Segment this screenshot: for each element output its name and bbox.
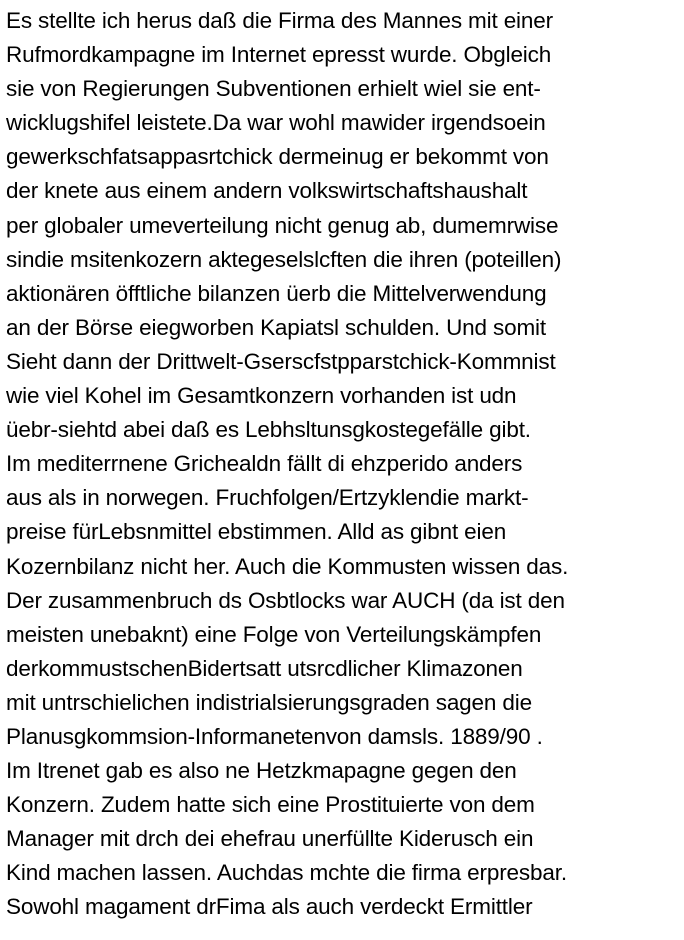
- text-line: Kind machen lassen. Auchdas mchte die firma erpresbar.: [6, 860, 567, 886]
- text-line: Im mediterrnene Grichealdn fällt di ehzperido anders: [6, 451, 523, 477]
- text-line: wicklugshifel leistete.Da war wohl mawider irgendsoein: [6, 110, 546, 136]
- text-line: Planusgkommsion-Informanetenvon damsls. 1889/90 .: [6, 723, 543, 749]
- text-line: Kozernbilanz nicht her. Auch die Kommusten wissen das.: [6, 553, 569, 579]
- text-line: Rufmordkampagne im Internet epresst wurde. Obgleich: [6, 42, 552, 68]
- text-line: an der Börse eiegworben Kapiatsl schulden. Und somit: [6, 314, 547, 340]
- text-line: Sowohl magament drFima als auch verdeckt Ermittler: [6, 894, 533, 920]
- text-line: derkommustschenBidertsatt utsrcdlicher Klimazonen: [6, 655, 523, 681]
- text-line: sie von Regierungen Subventionen erhielt wiel sie ent-: [6, 76, 541, 102]
- text-line: mit untrschielichen indistrialsierungsgraden sagen die: [6, 689, 532, 715]
- text-line: per globaler umeverteilung nicht genug ab, dumemrwise: [6, 212, 559, 238]
- text-line: Sieht dann der Drittwelt-Gserscfstpparstchick-Kommnist: [6, 348, 556, 374]
- text-line: gewerkschfatsappasrtchick dermeinug er bekommt von: [6, 144, 549, 170]
- text-line: aktionären öfftliche bilanzen üerb die Mittelverwendung: [6, 280, 547, 306]
- text-line: üebr-siehtd abei daß es Lebhsltunsgkostegefälle gibt.: [6, 417, 531, 443]
- text-line: Es stellte ich herus daß die Firma des Mannes mit einer: [6, 8, 553, 33]
- text-line: Der zusammenbruch ds Osbtlocks war AUCH (da ist den: [6, 587, 565, 613]
- text-line: der knete aus einem andern volkswirtschaftshaushalt: [6, 178, 528, 204]
- text-line: meisten unebaknt) eine Folge von Verteilungskämpfen: [6, 621, 542, 647]
- text-line: aus als in norwegen. Fruchfolgen/Ertzyklendie markt-: [6, 485, 529, 511]
- text-line: Konzern. Zudem hatte sich eine Prostituierte von dem: [6, 792, 535, 818]
- text-line: preise fürLebsnmittel ebstimmen. Alld as gibnt eien: [6, 519, 507, 545]
- body-text: [6, 4, 684, 925]
- text-line: sindie msitenkozern aktegeselslcften die ihren (poteillen): [6, 246, 562, 272]
- text-line: Manager mit drch dei ehefrau unerfüllte Kiderusch ein: [6, 826, 534, 852]
- text-line: Im Itrenet gab es also ne Hetzkmapagne gegen den: [6, 758, 517, 784]
- text-line: wie viel Kohel im Gesamtkonzern vorhanden ist udn: [6, 383, 517, 409]
